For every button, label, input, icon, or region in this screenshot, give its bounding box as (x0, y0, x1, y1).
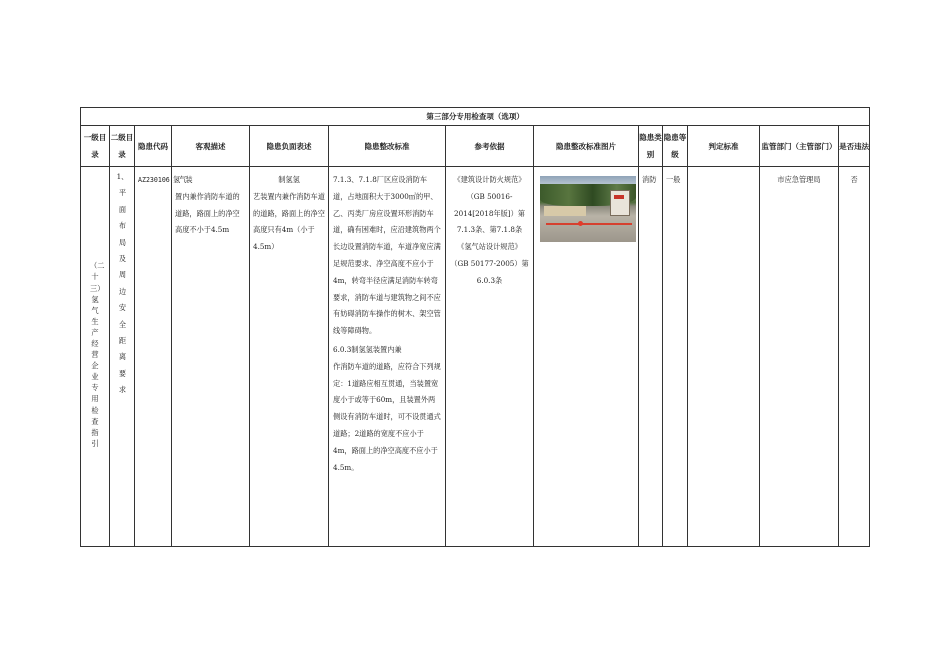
header-basis: 参考依据 (446, 126, 534, 167)
header-grade: 隐患等级 (663, 126, 688, 167)
cell-category (639, 167, 663, 547)
header-row (81, 126, 870, 167)
level1-text: （二十三）氢气生产经营企业专用检查指引 (90, 261, 105, 448)
header-objective: 客观描述 (172, 126, 250, 167)
header-negative: 隐患负面表述 (250, 126, 329, 167)
header-level2: 二级目录 (110, 126, 135, 167)
cell-code (135, 167, 172, 547)
code-overlap-text: 氢气装 (173, 175, 192, 184)
photo-sign (610, 190, 630, 216)
code-text: AZ230106 (138, 176, 170, 184)
header-department: 监管部门（主管部门） (760, 126, 839, 167)
photo-road (540, 216, 636, 242)
negative-first-line: 制氢氢 (278, 175, 300, 184)
standard2-head: 6.0.3 (333, 344, 352, 354)
photo-marker-dot (578, 221, 583, 226)
table-title: 第三部分专用检查项（选项） (81, 108, 870, 126)
photo-building (544, 206, 586, 216)
cell-level2 (110, 167, 135, 547)
header-photo: 隐患整改标准图片 (534, 126, 639, 167)
category-text: 消防 (642, 175, 657, 184)
cell-objective (172, 167, 250, 547)
photo-height-marker (546, 223, 632, 225)
illegal-text: 否 (850, 175, 858, 184)
cell-basis (446, 167, 534, 547)
table-row (81, 167, 870, 547)
standard2-overlap: 制氢氢装置内兼 (351, 344, 402, 354)
header-level1: 一级目录 (81, 126, 110, 167)
header-illegal: 是否违法 (839, 126, 870, 167)
cell-standard (329, 167, 446, 547)
standard2-text: 作消防车道的道路，应符合下列规定：1道路应相互贯通，当装置宽度小于或等于60m，且装置外两侧设有消防车道时，可不设贯通式道路；2道路的宽度不应小于4m，路面上的净空高度不应小于4.5m。 (333, 361, 441, 472)
standard-photo (540, 176, 636, 242)
basis2-text: 《氢气站设计规范》（GB 50177-2005）第6.0.3条 (450, 242, 529, 285)
cell-level1 (81, 167, 110, 547)
cell-grade (663, 167, 688, 547)
inspection-table (80, 107, 870, 547)
standard-text: 7.1.3、7.1.8厂区应设消防车道，占地面积大于3000㎡的甲、乙、丙类厂房应设置环形消防车道，确有困难时，应沿建筑物两个长边设置消防车道，车道净宽应满足规范要求、净空高度不应小于4m，转弯半径应满足消防车转弯要求，消防车道与建筑物之间不应有妨碍消防车操作的树木、架空管线等障碍物。 (333, 175, 441, 336)
level2-text: 1、平面布局及周边安全距离要求 (116, 172, 129, 395)
objective-overlap (175, 172, 246, 189)
cell-illegal (839, 167, 870, 547)
cell-negative (250, 167, 329, 547)
grade-text: 一般 (666, 175, 681, 184)
cell-criteria (688, 167, 760, 547)
header-standard: 隐患整改标准 (329, 126, 446, 167)
objective-text: 置内兼作消防车道的道路，路面上的净空高度不小于4.5m (175, 191, 240, 235)
inspection-sheet (80, 107, 869, 547)
header-category: 隐患类别 (639, 126, 663, 167)
cell-photo (534, 167, 639, 547)
basis-text: 《建筑设计防火规范》（GB 50016-2014[2018年版]）第7.1.3条、第7.1.8条 (453, 175, 526, 235)
header-code: 隐患代码 (135, 126, 172, 167)
cell-department (760, 167, 839, 547)
negative-text: 艺装置内兼作消防车道的道路，路面上的净空高度只有4m（小于4.5m） (253, 191, 325, 252)
header-criteria: 判定标准 (688, 126, 760, 167)
department-text: 市应急管理局 (777, 175, 821, 184)
